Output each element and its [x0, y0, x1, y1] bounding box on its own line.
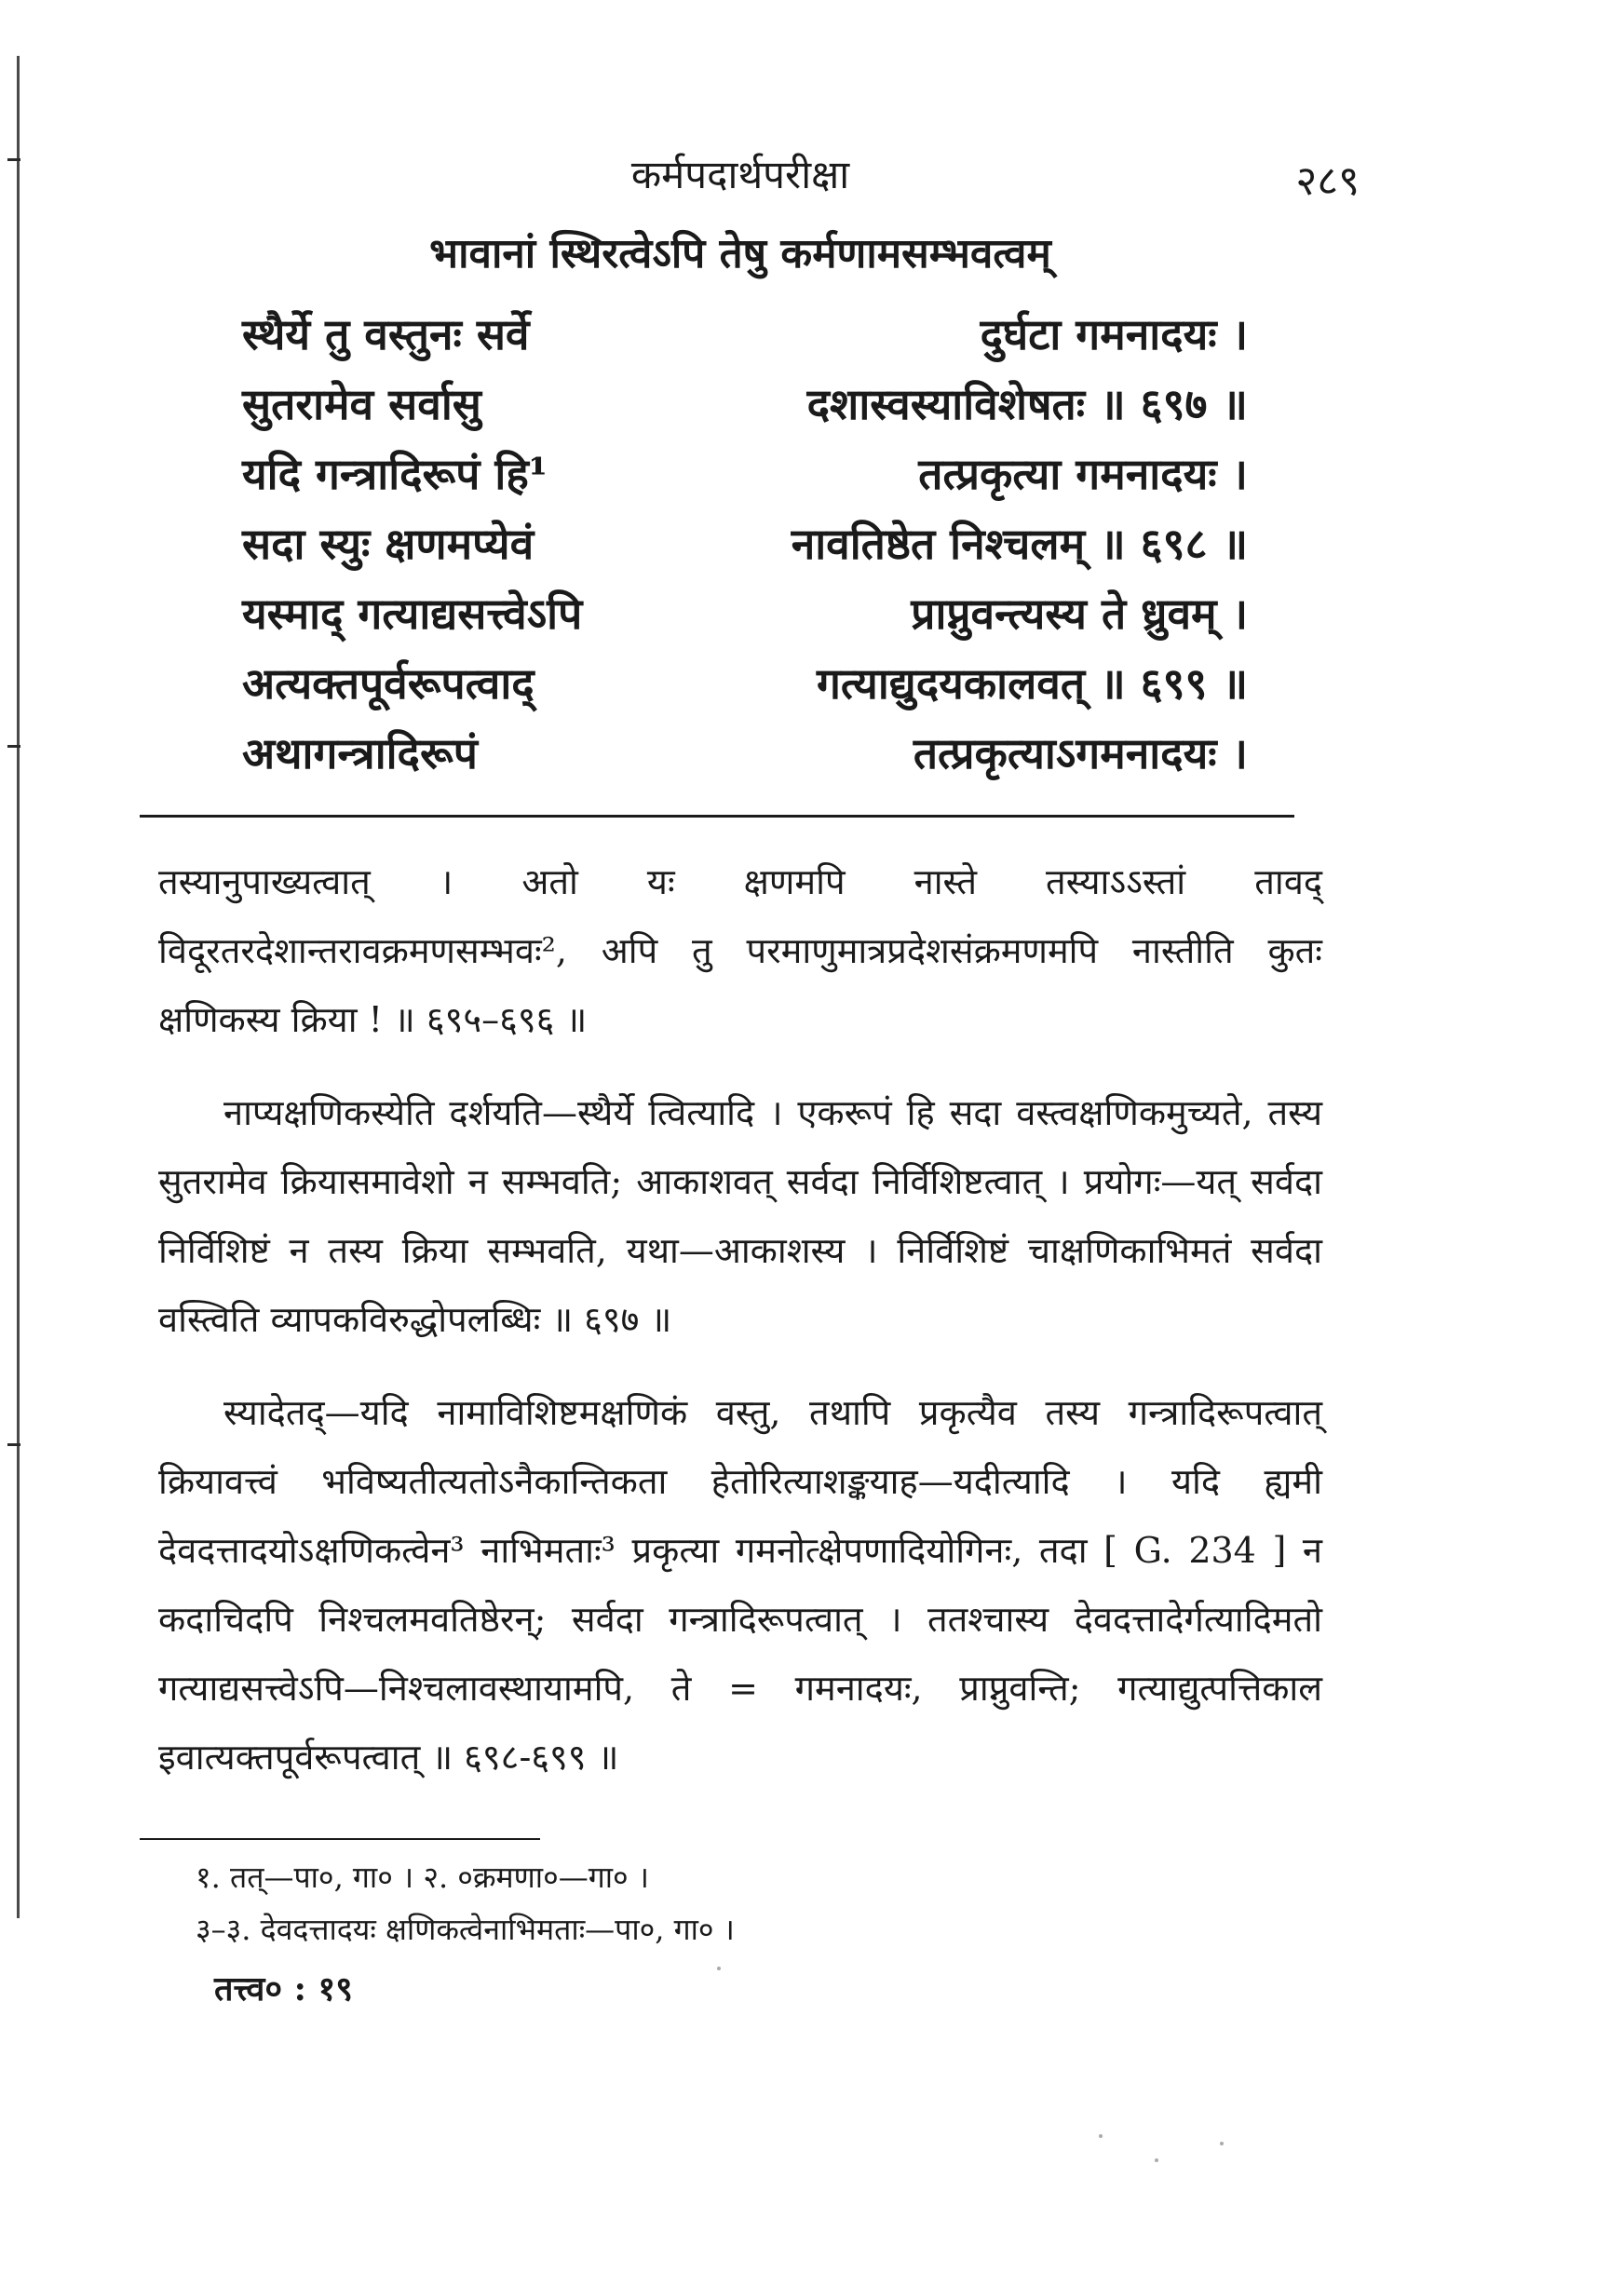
signature-mark: तत्त्व० : १९ [214, 1969, 353, 2009]
scan-speck [717, 1967, 721, 1970]
verse-block [158, 300, 1322, 789]
verse-half-b: गत्याद्युदयकालवत् ॥ ६९९ ॥ [816, 658, 1248, 709]
verse-line [242, 579, 1248, 649]
binding-edge-mark [7, 158, 20, 161]
verse-half-b: प्राप्नुवन्त्यस्य ते ध्रुवम् । [911, 588, 1248, 639]
scan-speck [1220, 2142, 1224, 2145]
verse-commentary-divider [140, 815, 1294, 818]
commentary-paragraph: नाप्यक्षणिकस्येति दर्शयति—स्थैर्ये त्वित्यादि । एकरूपं हि सदा वस्त्वक्षणिकमुच्यते, तस्य सुतरामेव क्रियासमावेशो न सम्भवति; आकाशवत् सर्वदा निर्विशिष्टत्वात् । प्रयोगः—यत् सर्वदा निर्विशिष्टं न तस्य क्रिया सम्भवति, यथा—आकाशस्य । निर्विशिष्टं चाक्षणिकाभिमतं सर्वदा वस्त्विति व्यापकविरुद्धोपलब्धिः ॥ ६९७ ॥ [158, 1092, 1322, 1340]
footnote: १. तत्—पा०, गा० । २. ०क्रमणा०—गा० । [196, 1860, 649, 1895]
verse-half-a: यदि गन्त्रादिरूपं हि¹ [242, 449, 548, 499]
binding-edge-mark [7, 1443, 20, 1446]
verse-heading: भावानां स्थिरत्वेऽपि तेषु कर्मणामसम्भवत्वम् [429, 230, 1051, 277]
verse-half-a: सदा स्युः क्षणमप्येवं [242, 519, 535, 569]
verse-line [242, 719, 1248, 789]
verse-half-a: अत्यक्तपूर्वरूपत्वाद् [242, 658, 535, 709]
verse-half-a: यस्माद् गत्याद्यसत्त्वेऽपि [242, 588, 583, 639]
verse-half-a: अथागन्त्रादिरूपं [242, 728, 478, 778]
book-page [158, 130, 1360, 2010]
scan-speck [1099, 2134, 1103, 2138]
verse-half-b: तत्प्रकृत्याऽगमनादयः । [913, 728, 1248, 778]
footnote-divider [140, 1838, 540, 1840]
commentary-paragraph: तस्यानुपाख्यत्वात् । अतो यः क्षणमपि नास्ते तस्याऽऽस्तां तावद् विदूरतरदेशान्तरावक्रमणसम्भवः², अपि तु परमाणुमात्रप्रदेशसंक्रमणमपि नास्तीति कुतः क्षणिकस्य क्रिया ! ॥ ६९५–६९६ ॥ [158, 861, 1322, 1040]
verse-line [242, 440, 1248, 509]
scan-speck [1155, 2158, 1158, 2162]
commentary-paragraph: स्यादेतद्—यदि नामाविशिष्टमक्षणिकं वस्तु, तथापि प्रकृत्यैव तस्य गन्त्रादिरूपत्वात् क्रियावत्त्वं भविष्यतीत्यतोऽनैकान्तिकता हेतोरित्याशङ्कयाह—यदीत्यादि । यदि ह्यमी देवदत्तादयोऽक्षणिकत्वेन³ नाभिमताः³ प्रकृत्या गमनोत्क्षेपणादियोगिनः, तदा [ G. 234 ] न कदाचिदपि निश्चलमवतिष्ठेरन्; सर्वदा गन्त्रादिरूपत्वात् । ततश्चास्य देवदत्तादेर्गत्यादिमतो गत्याद्यसत्त्वेऽपि—निश्चलावस्थायामपि, ते = गमनादयः, प्राप्नुवन्ति; गत्याद्युत्पत्तिकाल इवात्यक्तपूर्वरूपत्वात् ॥ ६९८-६९९ ॥ [158, 1392, 1322, 1778]
page-header [158, 130, 1360, 214]
verse-half-b: दुर्घटा गमनादयः । [980, 309, 1248, 359]
verse-half-a: सुतरामेव सर्वासु [242, 379, 481, 429]
verse-line [242, 370, 1248, 440]
binding-edge-mark [7, 745, 20, 748]
verse-half-a: स्थैर्ये तु वस्तुनः सर्वे [242, 309, 530, 359]
page-number: २८९ [1295, 157, 1360, 205]
verse-line [242, 509, 1248, 579]
running-title: कर्मपदार्थपरीक्षा [630, 152, 850, 197]
verse-half-b: दशास्वस्याविशेषतः ॥ ६९७ ॥ [806, 379, 1248, 429]
verse-line [242, 649, 1248, 719]
binding-edge-line [17, 56, 20, 1918]
footnote: ३–३. देवदत्तादयः क्षणिकत्वेनाभिमताः—पा०, गा० । [196, 1912, 735, 1947]
verse-half-b: नावतिष्ठेत निश्चलम् ॥ ६९८ ॥ [791, 519, 1248, 569]
verse-half-b: तत्प्रकृत्या गमनादयः । [918, 449, 1248, 499]
verse-line [242, 300, 1248, 370]
